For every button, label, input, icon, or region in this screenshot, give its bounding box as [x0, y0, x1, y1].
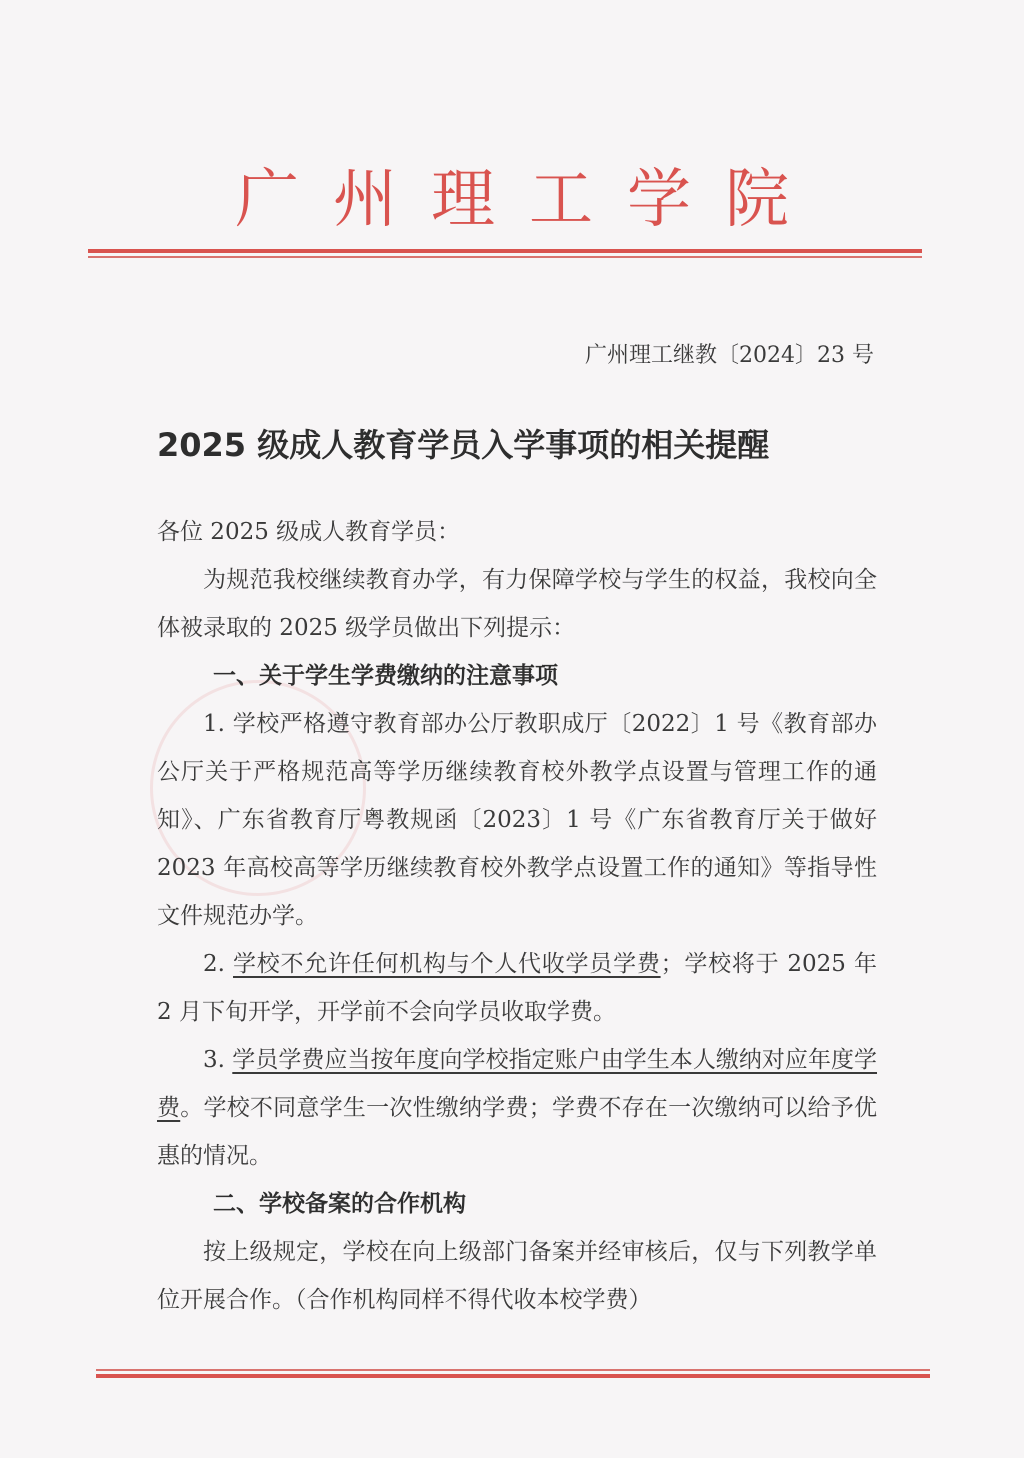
letterhead-char: 工	[529, 163, 593, 237]
letterhead-char: 院	[725, 163, 789, 237]
section-heading-fees: 一、关于学生学费缴纳的注意事项	[213, 663, 558, 689]
fee-item-2	[157, 940, 877, 1036]
intro-paragraph: 为规范我校继续教育办学，有力保障学校与学生的权益，我校向全体被录取的 2025 级学员做出下列提示：	[157, 567, 877, 641]
letterhead-char: 理	[431, 163, 495, 237]
rule-thin	[88, 256, 922, 258]
document-body	[157, 508, 877, 1324]
letterhead-char: 广	[235, 163, 299, 237]
underlined-text: 学校不允许任何机构与个人代收学员学费	[233, 951, 661, 977]
red-divider-top	[88, 249, 922, 258]
item-prefix: 3.	[203, 1047, 233, 1073]
partners-paragraph: 按上级规定，学校在向上级部门备案并经审核后，仅与下列教学单位开展合作。（合作机构同样不得代收本校学费）	[157, 1239, 877, 1313]
section-heading-partners: 二、学校备案的合作机构	[213, 1191, 466, 1217]
red-divider-bottom	[96, 1369, 930, 1378]
document-number: 广州理工继教〔2024〕23 号	[585, 343, 874, 368]
item-rest: 。学校不同意学生一次性缴纳学费；学费不存在一次缴纳可以给予优惠的情况。	[157, 1095, 878, 1169]
fee-item-3	[157, 1036, 877, 1180]
item-rest: ；学校将于 2025 年 2 月下旬开学，开学前不会向学员收取学费。	[157, 951, 878, 1025]
item-prefix: 2.	[203, 951, 234, 977]
letterhead-char: 学	[627, 163, 691, 237]
letterhead-school-name	[0, 160, 1024, 240]
rule-thick	[88, 249, 922, 253]
document-title: 2025 级成人教育学员入学事项的相关提醒	[157, 426, 770, 464]
letterhead-char: 州	[333, 163, 397, 237]
salutation: 各位 2025 级成人教育学员：	[157, 519, 461, 545]
underlined-text: 学员学费应当按年度向学校指定账户由学生本人缴纳对应年度学费	[157, 1047, 878, 1121]
rule-thick	[96, 1374, 930, 1378]
rule-thin	[96, 1369, 930, 1371]
fee-item-1: 1. 学校严格遵守教育部办公厅教职成厅〔2022〕1 号《教育部办公厅关于严格规范高等学历继续教育校外教学点设置与管理工作的通知》、广东省教育厅粤教规函〔2023〕1 号《广东省教育厅关于做好 2023 年高校高等学历继续教育校外教学点设置工作的通知》等指导性文件规范办学。	[157, 711, 877, 929]
